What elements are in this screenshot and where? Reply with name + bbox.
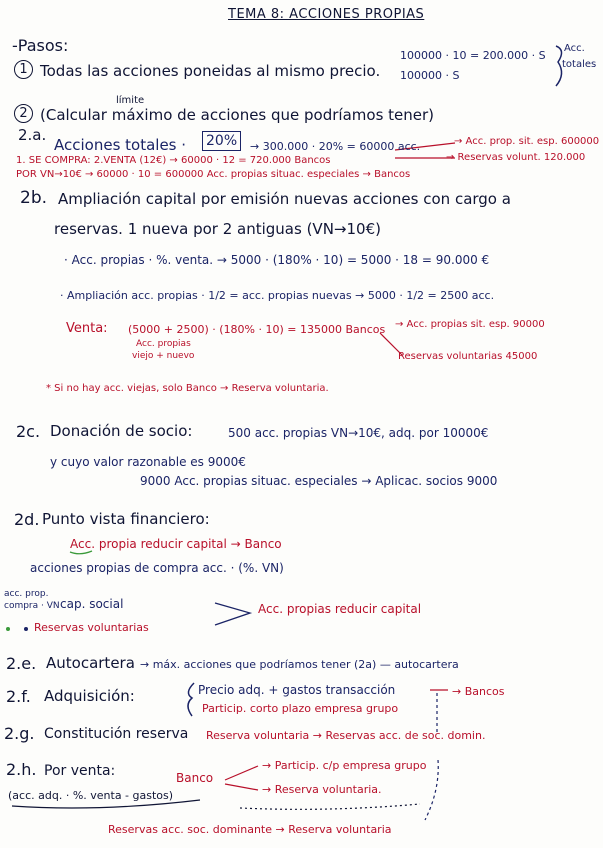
step-2d-left-2: compra · VN xyxy=(4,601,60,611)
step-2f-line-2: Particip. corto plazo empresa grupo xyxy=(202,702,399,715)
step-2d-left-1: acc. prop. xyxy=(4,589,49,599)
step-2f-text: Adquisición: xyxy=(44,687,135,705)
step-2a-arrow-right: → Acc. prop. sit. esp. 600000 xyxy=(454,136,600,147)
step-2d-label: 2d. xyxy=(14,510,40,529)
step-2a-reservas: → Reservas volunt. 120.000 xyxy=(446,152,586,163)
step-2c-line-2: y cuyo valor razonable es 9000€ xyxy=(50,455,246,469)
step-2d-cap-social: cap. social xyxy=(60,597,124,611)
step-2b-text-1: Ampliación capital por emisión nuevas acciones con cargo a xyxy=(58,190,511,208)
step-2e-text: Autocartera xyxy=(46,654,135,672)
step-2b-venta-label: Venta: xyxy=(66,321,108,336)
step-2d-line-1: Acc. propia reducir capital → Banco xyxy=(70,537,282,551)
step-2f-bancos: → Bancos xyxy=(452,685,505,698)
footer-line: Reservas acc. soc. dominante → Reserva voluntaria xyxy=(108,823,392,836)
step-2a-pct: 20% xyxy=(202,134,241,148)
step-2d-text: Punto vista financiero: xyxy=(42,510,210,528)
step-2h-line-1: → Particip. c/p empresa grupo xyxy=(262,759,427,772)
step-2c-text-b: 500 acc. propias VN→10€, adq. por 10000€ xyxy=(228,426,489,440)
step-1-acc: Acc. xyxy=(564,43,585,54)
step-2g-line: Reserva voluntaria → Reservas acc. de soc. domin. xyxy=(206,729,486,742)
step-2b-line-1: · Acc. propias · %. venta. → 5000 · (180% · 10) = 5000 · 18 = 90.000 € xyxy=(64,253,490,267)
step-2h-line-2: → Reserva voluntaria. xyxy=(262,783,382,796)
step-2d-line-2: acciones propias de compra acc. · (%. VN) xyxy=(30,561,284,575)
step-2b-label: 2b. xyxy=(20,188,48,208)
step-2b-venta-arrow: → Acc. propias sit. esp. 90000 xyxy=(395,319,545,330)
step-2e-label: 2.e. xyxy=(6,654,37,673)
step-2g-label: 2.g. xyxy=(4,724,35,743)
step-2h-banco: Banco xyxy=(176,771,214,785)
step-1-number: 1 xyxy=(14,60,33,79)
step-2-number: 2 xyxy=(14,104,33,123)
step-2-text: (Calcular máximo de acciones que podríamos tener) xyxy=(40,106,435,124)
step-1-calc-2: 100000 · S xyxy=(400,69,460,82)
step-2a-label: 2.a. xyxy=(18,126,47,144)
step-2a-line-2: POR VN→10€ → 60000 · 10 = 600000 Acc. propias situac. especiales → Bancos xyxy=(16,169,411,180)
step-2c-label: 2c. xyxy=(16,422,41,441)
step-2g-text: Constitución reserva xyxy=(44,726,189,742)
pasos-heading: -Pasos: xyxy=(12,36,69,55)
step-2b-venta-calc: (5000 + 2500) · (180% · 10) = 135000 Bancos xyxy=(128,323,386,336)
step-2b-venta-sub-2: viejo + nuevo xyxy=(132,351,195,361)
step-2b-venta-sub-1: Acc. propias xyxy=(136,339,191,349)
step-2-limite: límite xyxy=(116,95,145,106)
step-2a-line-1: 1. SE COMPRA: 2.VENTA (12€) → 60000 · 12 = 720.000 Bancos xyxy=(16,155,331,166)
page-title: TEMA 8: ACCIONES PROPIAS xyxy=(228,7,425,22)
step-2b-note: * Si no hay acc. viejas, solo Banco → Reserva voluntaria. xyxy=(46,383,329,394)
step-2d-result: Acc. propias reducir capital xyxy=(258,602,422,616)
step-2d-reservas: Reservas voluntarias xyxy=(34,621,149,634)
step-2b-text-2: reservas. 1 nueva por 2 antiguas (VN→10€) xyxy=(54,220,381,238)
step-2h-label: 2.h. xyxy=(6,760,37,779)
step-1-totales: totales xyxy=(562,59,597,70)
step-2h-text: Por venta: xyxy=(44,763,116,779)
step-2c-line-3: 9000 Acc. propias situac. especiales → Aplicac. socios 9000 xyxy=(140,474,498,488)
step-1-text: Todas las acciones poneidas al mismo precio. xyxy=(40,62,381,80)
step-2b-line-2: · Ampliación acc. propias · 1/2 = acc. propias nuevas → 5000 · 1/2 = 2500 acc. xyxy=(60,289,495,302)
step-2c-text: Donación de socio: xyxy=(50,422,193,440)
step-2b-venta-reservas: Reservas voluntarias 45000 xyxy=(398,351,538,362)
step-1-calc-1: 100000 · 10 = 200.000 · S xyxy=(400,49,546,62)
step-2a-text: Acciones totales · xyxy=(54,136,187,154)
step-2e-rest: → máx. acciones que podríamos tener (2a) — autocartera xyxy=(140,658,459,671)
step-2f-label: 2.f. xyxy=(6,687,31,706)
step-2f-line-1: Precio adq. + gastos transacción xyxy=(198,683,396,697)
step-2h-formula: (acc. adq. · %. venta - gastos) xyxy=(8,789,174,802)
step-2a-calc: → 300.000 · 20% = 60000 acc. xyxy=(250,140,421,153)
